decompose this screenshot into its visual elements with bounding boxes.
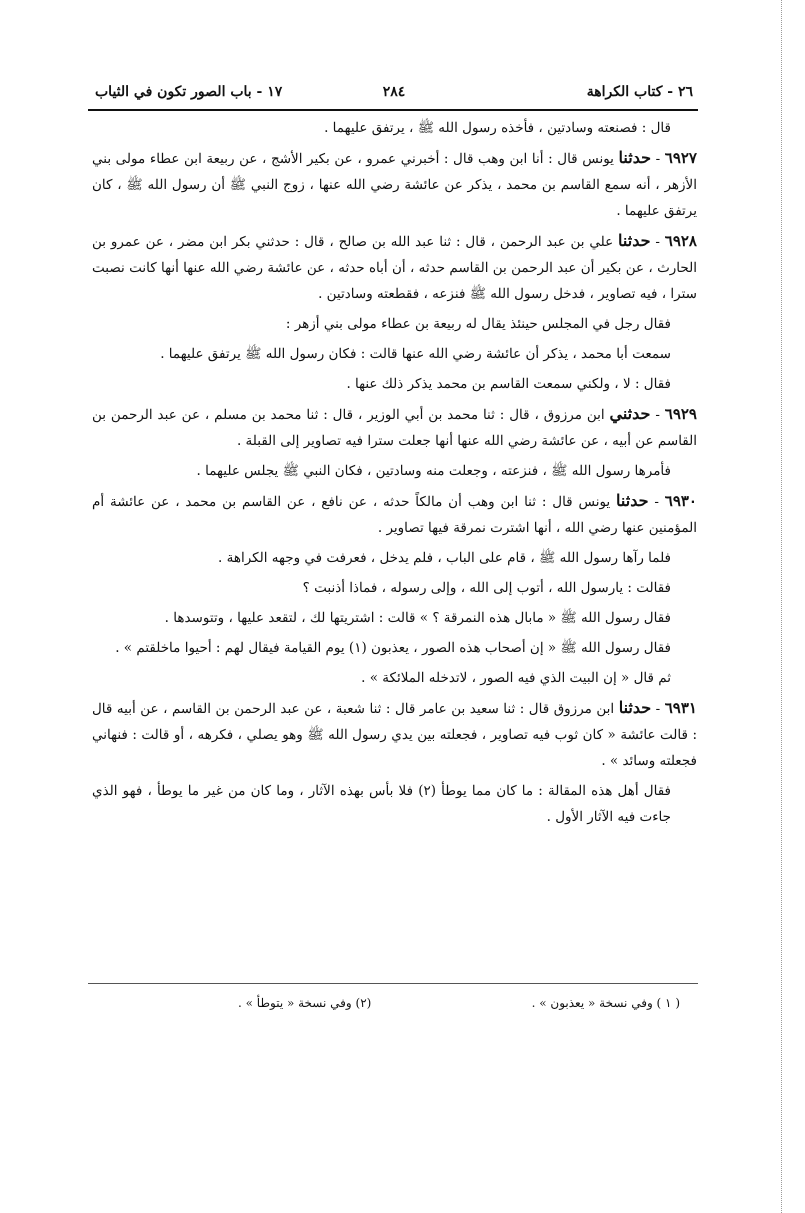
paragraph-text: فقالت : يارسول الله ، أتوب إلى الله ، وإلى رسوله ، فماذا أذنبت ؟ (302, 580, 671, 596)
hadith-number: ٦٩٢٩ (664, 405, 697, 423)
section-title: ١٧ - باب الصور تكون في الثياب (95, 84, 283, 100)
paragraph-text: فلما رآها رسول الله ﷺ ، قام على الباب ، فلم يدخل ، فعرفت في وجهه الكراهة . (218, 550, 671, 566)
page-edge (781, 0, 782, 1213)
text-paragraph (92, 371, 697, 397)
hadith-paragraph: ٦٩٣١ - حدثنا ابن مرزوق قال : ثنا سعيد بن عامر قال : ثنا شعبة ، عن عبد الرحمن بن القاسم ، عن أبيه قال : قالت عائشة « كان ثوب فيه تصاوير ، فجعلته بين يدي رسول الله ﷺ وهو يصلي ، فكرهه ، أو قالت : فنهاني فجعلته وسائد » . (92, 698, 697, 769)
chapter-title: ٢٦ - كتاب الكراهة (586, 84, 693, 100)
narration-lead-word: حدثنا (618, 231, 651, 250)
text-paragraph (92, 778, 697, 830)
text-paragraph (92, 635, 697, 661)
hadith-number: ٦٩٢٨ (664, 232, 697, 250)
paragraph-text: فأمرها رسول الله ﷺ ، فنزعته ، وجعلت منه وسادتين ، فكان النبي ﷺ يجلس عليهما . (196, 463, 671, 479)
text-paragraph (92, 605, 697, 631)
text-paragraph (92, 458, 697, 484)
text-paragraph (92, 665, 697, 691)
footnote-1: ( ١ ) وفي نسخة « يعذبون » . (531, 996, 680, 1010)
hadith-paragraph: ٦٩٣٠ - حدثنا يونس قال : ثنا ابن وهب أن مالكاً حدثه ، عن نافع ، عن القاسم بن محمد ، عن عائشة أم المؤمنين عنها رضي الله ، أنها اشترت نمرقة فيها تصاوير . (92, 491, 697, 536)
text-paragraph (92, 545, 697, 571)
paragraph-text: يونس قال : أنا ابن وهب قال : أخبرني عمرو ، عن بكير الأشج ، عن ربيعة ابن عطاء مولى بني الأزهر ، أنه سمع القاسم بن محمد ، يذكر عن عائشة رضي الله عنها ، زوج النبي ﷺ أن رسول الله ﷺ ، كان يرتفق عليهما . (92, 151, 697, 219)
hadith-paragraph: ٦٩٢٩ - حدثني ابن مرزوق ، قال : ثنا محمد بن أبي الوزير ، قال : ثنا محمد بن مسلم ، عن عبد الرحمن بن القاسم عن أبيه ، عن عائشة رضي الله عنها أنها جعلت سترا فيه تصاوير إلى القبلة . (92, 404, 697, 449)
hadith-number: ٦٩٣١ (664, 699, 697, 717)
paragraph-text: فقال رسول الله ﷺ « إن أصحاب هذه الصور ، يعذبون (١) يوم القيامة فيقال لهم : أحيوا ماخلقتم » . (115, 640, 671, 656)
paragraph-text: ابن مرزوق قال : ثنا سعيد بن عامر قال : ثنا شعبة ، عن عبد الرحمن بن القاسم ، عن أبيه قال : قالت عائشة « كان ثوب فيه تصاوير ، فجعلته بين يدي رسول الله ﷺ وهو يصلي ، فكرهه ، أو قالت : فنهاني فجعلته وسائد » . (92, 701, 697, 769)
paragraph-text: فقال : لا ، ولكني سمعت القاسم بن محمد يذكر ذلك عنها . (346, 376, 671, 392)
hadith-number: ٦٩٢٧ (664, 149, 697, 167)
hadith-paragraph: ٦٩٢٧ - حدثنا يونس قال : أنا ابن وهب قال : أخبرني عمرو ، عن بكير الأشج ، عن ربيعة ابن عطاء مولى بني الأزهر ، أنه سمع القاسم بن محمد ، يذكر عن عائشة رضي الله عنها ، زوج النبي ﷺ أن رسول الله ﷺ ، كان يرتفق عليهما . (92, 148, 697, 219)
text-paragraph (92, 575, 697, 601)
text-paragraph (92, 115, 697, 141)
header-rule (88, 109, 698, 111)
paragraph-text: فقال رسول الله ﷺ « مابال هذه النمرقة ؟ » قالت : اشتريتها لك ، لتقعد عليها ، وتتوسدها . (164, 610, 671, 626)
hadith-number: ٦٩٣٠ (664, 492, 697, 510)
paragraph-text: قال : فصنعته وسادتين ، فأخذه رسول الله ﷺ ، يرتفق عليهما . (324, 120, 671, 136)
paragraph-text: علي بن عبد الرحمن ، قال : ثنا عبد الله بن صالح ، قال : حدثني بكر ابن مضر ، عن عمرو بن الحارث ، عن بكير أن عبد الرحمن بن القاسم حدثه ، أن أباه حدثه ، عن عائشة رضي الله عنها أنها كانت نصبت سترا ، فيه تصاوير ، فدخل رسول الله ﷺ فنزعه ، فقطعته وسادتين . (92, 234, 697, 302)
narration-lead-word: حدثني (609, 404, 651, 423)
hadith-paragraph: ٦٩٢٨ - حدثنا علي بن عبد الرحمن ، قال : ثنا عبد الله بن صالح ، قال : حدثني بكر ابن مضر ، عن عمرو بن الحارث ، عن بكير أن عبد الرحمن بن القاسم حدثه ، أن أباه حدثه ، عن عائشة رضي الله عنها أنها كانت نصبت سترا ، فيه تصاوير ، فدخل رسول الله ﷺ فنزعه ، فقطعته وسادتين . (92, 231, 697, 302)
page-number: ٢٨٤ (382, 84, 406, 100)
footnote-rule (88, 983, 698, 984)
narration-lead-word: حدثنا (616, 491, 649, 510)
narration-lead-word: حدثنا (618, 148, 651, 167)
text-paragraph (92, 341, 697, 367)
paragraph-text: يونس قال : ثنا ابن وهب أن مالكاً حدثه ، عن نافع ، عن القاسم بن محمد ، عن عائشة أم المؤمنين عنها رضي الله ، أنها اشترت نمرقة فيها تصاوير . (92, 494, 697, 536)
paragraph-text: فقال أهل هذه المقالة : ما كان مما يوطأ (٢) فلا بأس بهذه الآثار ، وما كان من غير ما يوطأ ، فهو الذي جاءت فيه الآثار الأول . (92, 783, 671, 825)
hadith-text-block (92, 115, 697, 834)
paragraph-text: فقال رجل في المجلس حينئذ يقال له ربيعة بن عطاء مولى بني أزهر : (285, 316, 671, 332)
running-header (95, 82, 693, 108)
paragraph-text: ثم قال « إن البيت الذي فيه الصور ، لاتدخله الملائكة » . (361, 670, 671, 686)
text-paragraph (92, 311, 697, 337)
narration-lead-word: حدثنا (618, 698, 652, 717)
footnotes (88, 994, 698, 1018)
footnote-2: (٢) وفي نسخة « يتوطأ » . (238, 996, 372, 1010)
paragraph-text: ابن مرزوق ، قال : ثنا محمد بن أبي الوزير ، قال : ثنا محمد بن مسلم ، عن عبد الرحمن بن القاسم عن أبيه ، عن عائشة رضي الله عنها أنها جعلت سترا فيه تصاوير إلى القبلة . (92, 407, 697, 449)
paragraph-text: سمعت أبا محمد ، يذكر أن عائشة رضي الله عنها قالت : فكان رسول الله ﷺ يرتفق عليهما . (160, 346, 671, 362)
